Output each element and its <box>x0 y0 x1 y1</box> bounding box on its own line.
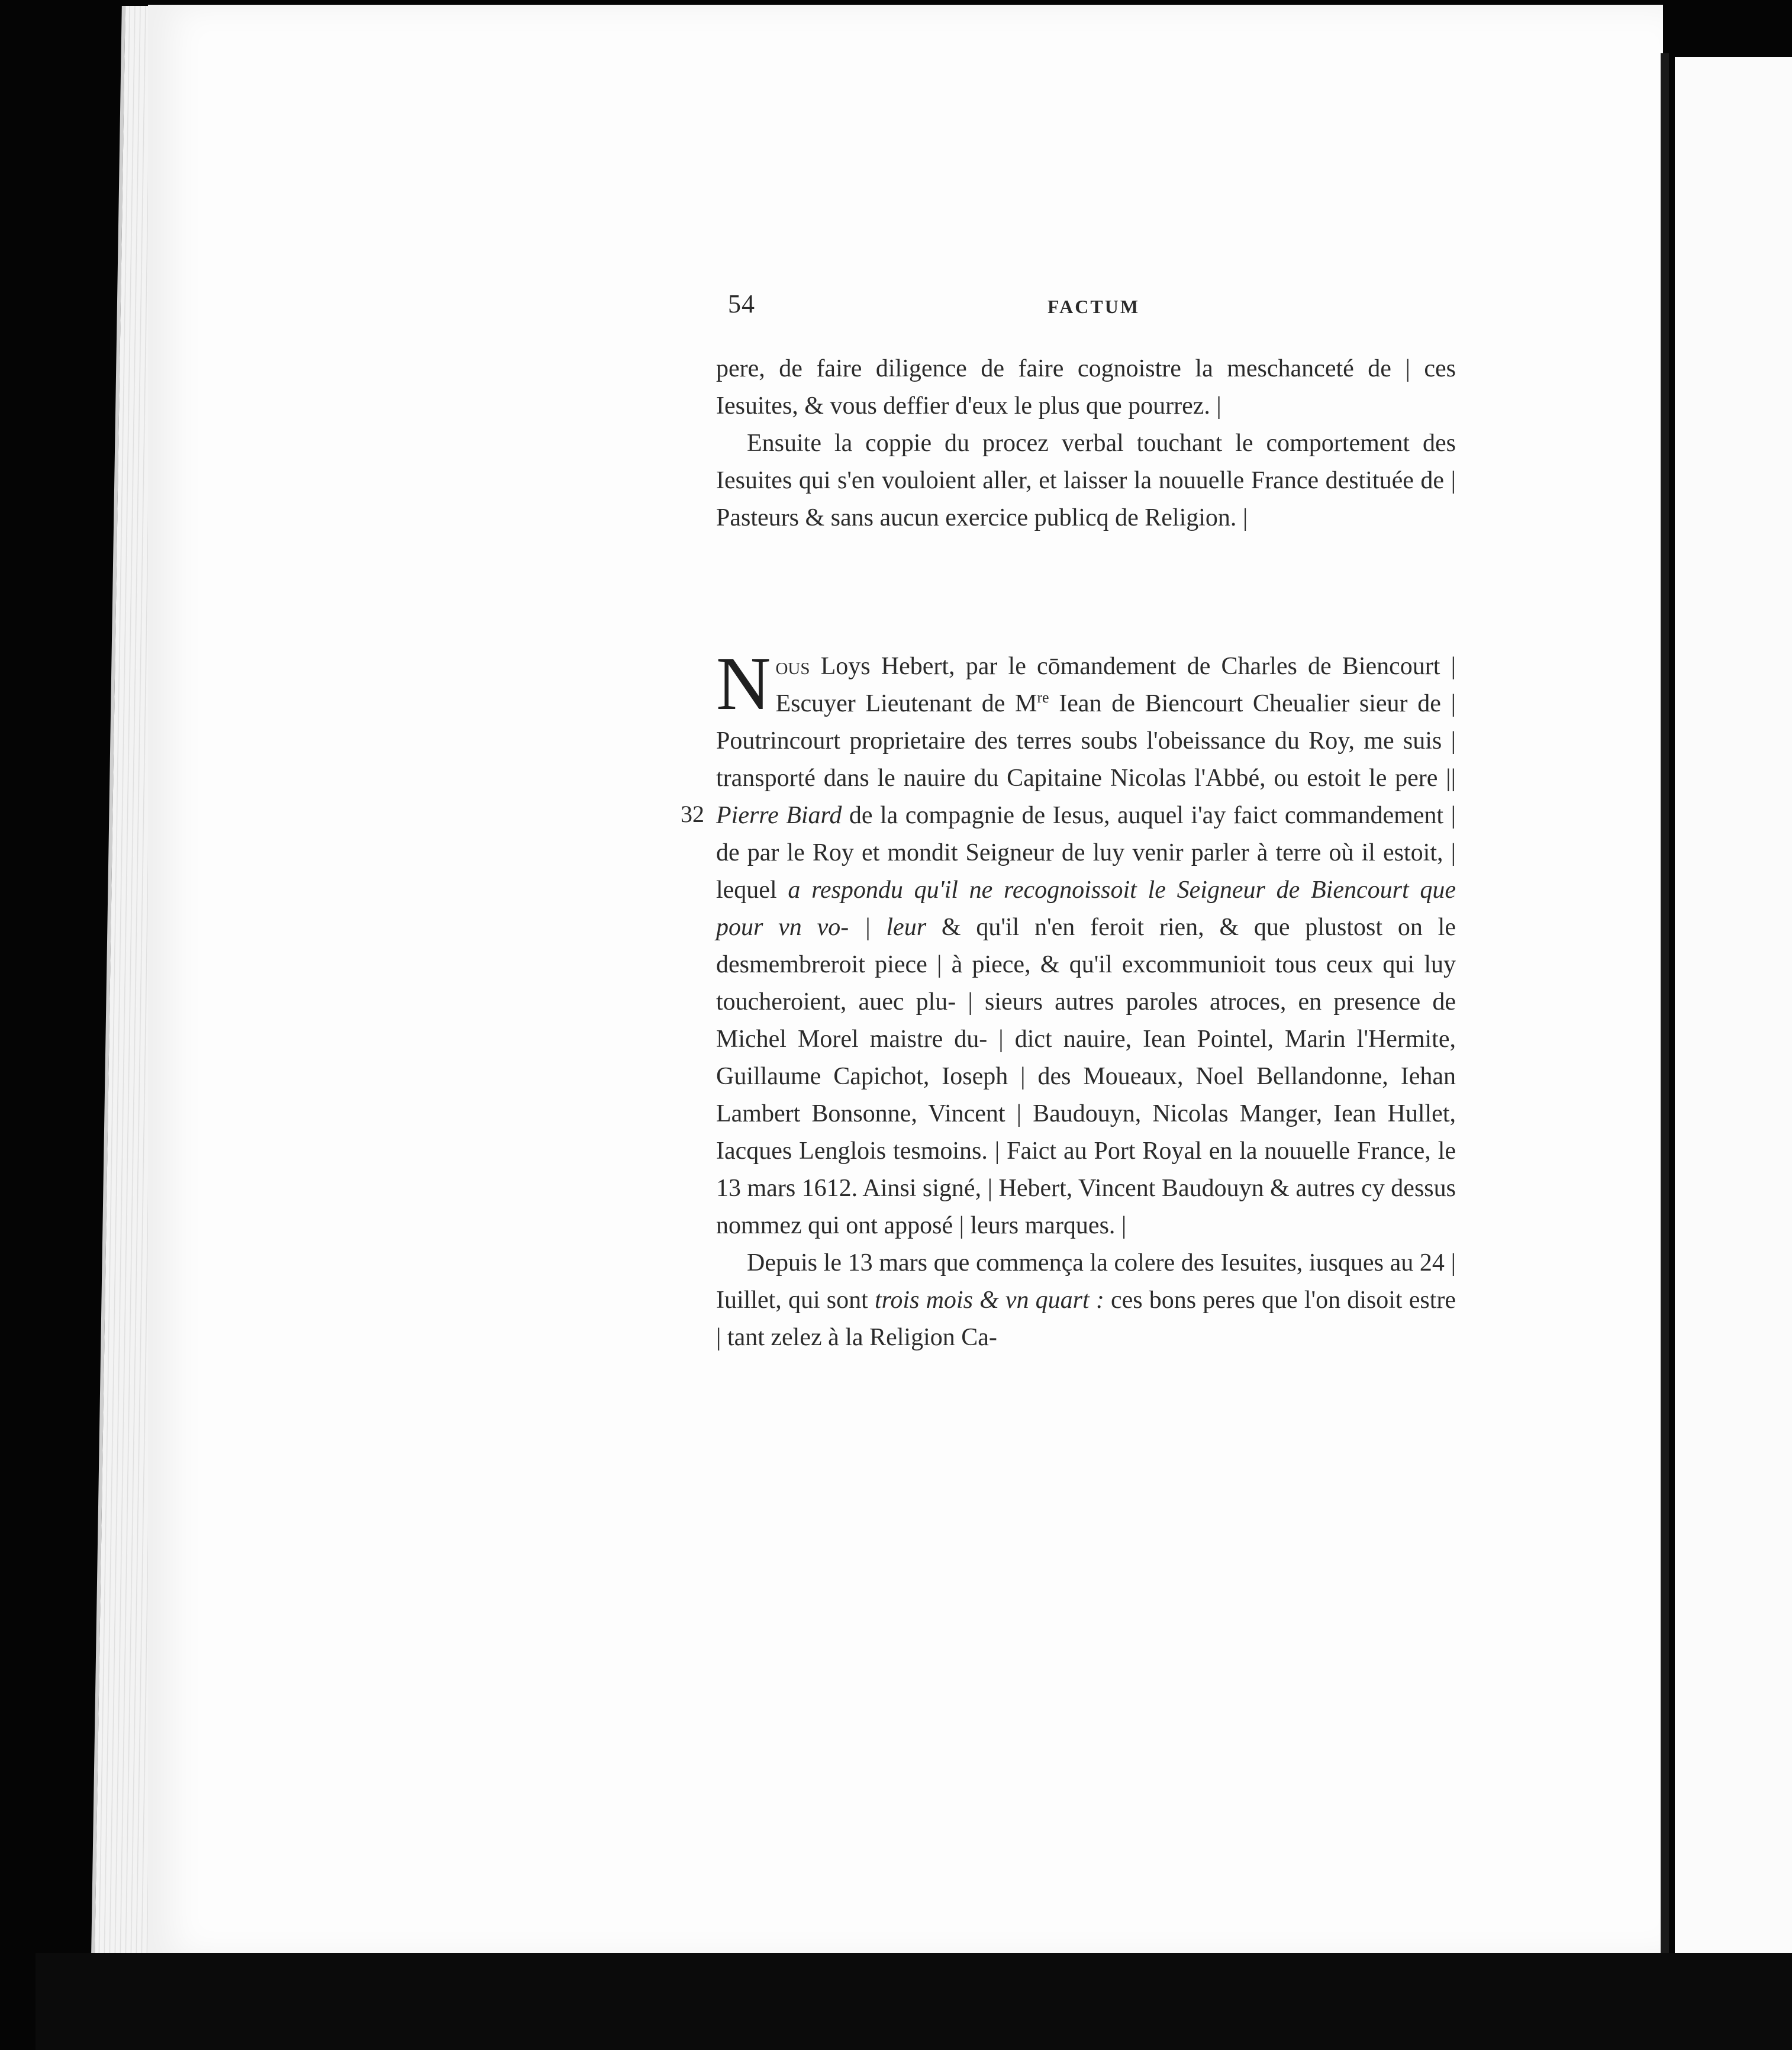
paragraph-text-start: Loys Hebert, par le cōmandement de Charles de Biencourt | Escuyer Lieutenant de M <box>775 653 1456 717</box>
italic-quote: a respondu qu'il ne recognoissoit le Seigneur de Biencourt que pour vn vo- | leur <box>716 876 1456 941</box>
page-gutter <box>1661 53 1669 1983</box>
running-head: FACTUM <box>1048 296 1140 317</box>
paragraph-depuis-end: ces bons peres que l'on disoit estre | tant zelez à la Religion Ca- <box>716 1287 1456 1351</box>
paragraph-text-after-sup: Iean de Biencourt Cheualier sieur de | Poutrincourt proprietaire des terres soubs l'obeissance du Roy, me suis | transporté dans le nauire du Capitaine Nicolas l'Abbé, ou estoit le pere || <box>716 690 1456 792</box>
paragraph-ensuite: Ensuite la coppie du procez verbal touchant le comportement des Iesuites qui s'en vouloient aller, et laisser la nouuelle France destituée de | Pasteurs & sans aucun exercice publicq de Religion. | <box>716 430 1456 531</box>
page-number: 54 <box>728 289 755 318</box>
text-block-proces-verbal <box>716 642 1456 1356</box>
scan-bottom-shadow <box>36 1953 1792 2050</box>
text-block-top <box>716 350 1456 537</box>
paragraph-depuis-start: Depuis le 13 mars que commença la colere des Iesuites, iusques au 24 | Iuillet, qui sont <box>716 1249 1456 1314</box>
paragraph-text-mid: de la compagnie de Iesus, auquel i'ay faict commandement | de par le Roy et mondit Seigneur de luy venir parler à terre où il estoit, | lequel <box>716 802 1456 904</box>
facing-page <box>1675 57 1792 1980</box>
drop-cap: N <box>716 642 771 726</box>
italic-duration: trois mois & vn quart : <box>874 1287 1104 1314</box>
small-caps-text: ous <box>775 653 810 680</box>
italic-name: Pierre Biard <box>716 802 842 829</box>
superscript: re <box>1037 689 1049 706</box>
paragraph-depuis <box>716 1245 1456 1356</box>
paragraph-text-end: & qu'il n'en feroit rien, & que plustost on le desmembreroit piece | à piece, & qu'il excommunioit tous ceux qui luy toucheroient, auec plu- | sieurs autres paroles atroces, en presence de Michel Morel maistre du- | dict nauire, Iean Pointel, Marin l'Hermite, Guillaume Capichot, Ioseph | des Moueaux, Noel Bellandonne, Iehan Lambert Bonsonne, Vincent | Baudouyn, Nicolas Manger, Iean Hullet, Iacques Lenglois tesmoins. | Faict au Port Royal en la nouuelle France, le 13 mars 1612. Ainsi signé, | Hebert, Vincent Baudouyn & autres cy dessus nommez qui ont apposé | leurs marques. | <box>716 914 1456 1239</box>
margin-note: 32 <box>681 801 704 827</box>
paragraph-nous-loys-hebert <box>716 642 1456 1245</box>
paragraph-continuation: pere, de faire diligence de faire cognoistre la meschanceté de | ces Iesuites, & vous deffier d'eux le plus que pourrez. | <box>716 355 1456 420</box>
page-header <box>728 289 1456 330</box>
